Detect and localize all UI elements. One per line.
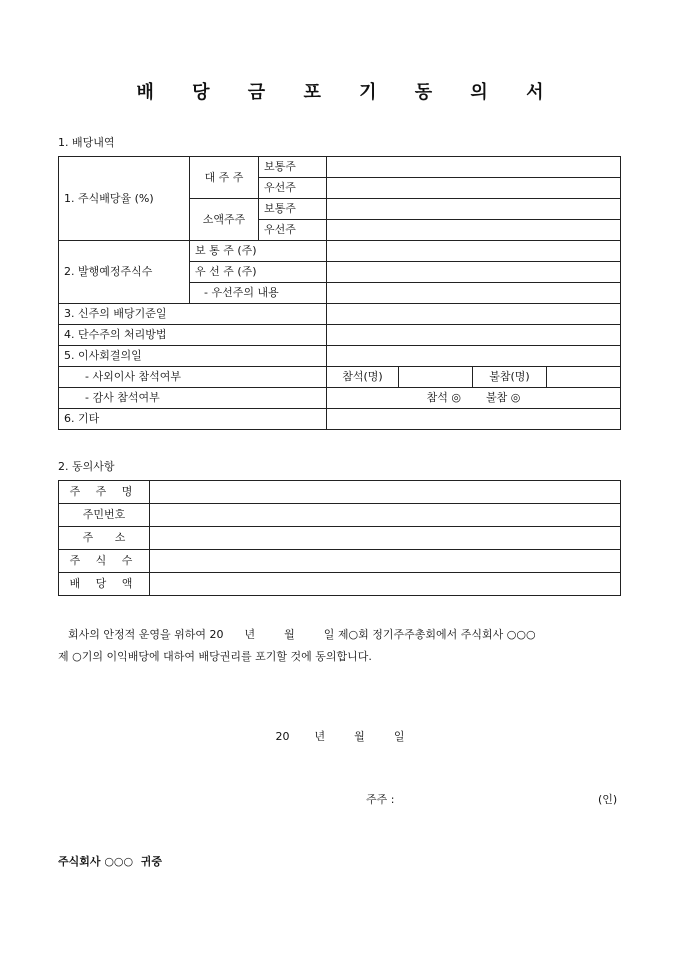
shareholder-label: 주주 :: [366, 793, 395, 806]
share-count-value[interactable]: [150, 550, 621, 573]
planned-preferred-value[interactable]: [327, 262, 621, 283]
shareholder-name-value[interactable]: [150, 481, 621, 504]
consent-statement: [58, 624, 622, 668]
statement-line2: 제 ○기의 이익배당에 대하여 배당권리를 포기할 것에 동의합니다.: [58, 650, 372, 663]
minor-shareholder-label: 소액주주: [190, 199, 259, 241]
section2-heading: 2. 동의사항: [58, 460, 115, 473]
auditor-present-option[interactable]: 참석 ◎: [426, 391, 461, 404]
other-value[interactable]: [327, 409, 621, 430]
date-prefix: 20: [275, 730, 290, 743]
statement-part2: 제○회 정기주주총회에서 주식회사 ○○○: [337, 628, 536, 641]
dividend-amount-value[interactable]: [150, 573, 621, 596]
auditor-label: - 감사 참석여부: [59, 388, 327, 409]
preferred-detail-value[interactable]: [327, 283, 621, 304]
shareholder-name-label: 주 주 명: [59, 481, 150, 504]
major-preferred-value[interactable]: [327, 178, 621, 199]
dividend-details-table: [58, 156, 621, 430]
minor-preferred-label: 우선주: [259, 220, 327, 241]
minor-preferred-value[interactable]: [327, 220, 621, 241]
outside-director-absent-label: 불참(명): [473, 367, 547, 388]
minor-common-value[interactable]: [327, 199, 621, 220]
record-date-label: 3. 신주의 배당기준일: [59, 304, 327, 325]
auditor-attendance: [327, 388, 621, 409]
major-common-value[interactable]: [327, 157, 621, 178]
other-label: 6. 기타: [59, 409, 327, 430]
date-month: 월: [354, 730, 365, 743]
resident-number-label: 주민번호: [59, 504, 150, 527]
minor-common-label: 보통주: [259, 199, 327, 220]
major-common-label: 보통주: [259, 157, 327, 178]
address-value[interactable]: [150, 527, 621, 550]
board-resolution-value[interactable]: [327, 346, 621, 367]
planned-shares-label: 2. 발행예정주식수: [59, 241, 190, 304]
fractional-share-value[interactable]: [327, 325, 621, 346]
resident-number-value[interactable]: [150, 504, 621, 527]
seal-mark: (인): [598, 793, 618, 806]
fractional-share-label: 4. 단수주의 처리방법: [59, 325, 327, 346]
signing-date: [0, 728, 680, 744]
date-day: 일: [393, 730, 405, 743]
major-shareholder-label: 대 주 주: [190, 157, 259, 199]
statement-month: 월: [284, 628, 295, 641]
planned-preferred-label: 우 선 주 (주): [190, 262, 327, 283]
planned-common-label: 보 통 주 (주): [190, 241, 327, 262]
recipient: 주식회사 ○○○ 귀중: [58, 855, 163, 868]
outside-director-label: - 사외이사 참석여부: [59, 367, 327, 388]
statement-part1: 회사의 안정적 운영을 위하여 20: [68, 628, 224, 641]
record-date-value[interactable]: [327, 304, 621, 325]
planned-common-value[interactable]: [327, 241, 621, 262]
board-resolution-label: 5. 이사회결의일: [59, 346, 327, 367]
statement-year: 년: [244, 628, 256, 641]
section1-heading: 1. 배당내역: [58, 136, 115, 149]
share-count-label: 주 식 수: [59, 550, 150, 573]
auditor-absent-option[interactable]: 불참 ◎: [486, 391, 521, 404]
statement-day: 일: [323, 628, 335, 641]
preferred-detail-label: - 우선주의 내용: [190, 283, 327, 304]
address-label: 주 소: [59, 527, 150, 550]
outside-director-present-value[interactable]: [399, 367, 473, 388]
dividend-rate-label: 1. 주식배당율 (%): [59, 157, 190, 241]
date-year: 년: [314, 730, 326, 743]
document-title: 배 당 금 포 기 동 의 서: [136, 82, 560, 103]
dividend-amount-label: 배 당 액: [59, 573, 150, 596]
outside-director-present-label: 참석(명): [327, 367, 399, 388]
consent-table: [58, 480, 621, 596]
outside-director-absent-value[interactable]: [547, 367, 621, 388]
major-preferred-label: 우선주: [259, 178, 327, 199]
